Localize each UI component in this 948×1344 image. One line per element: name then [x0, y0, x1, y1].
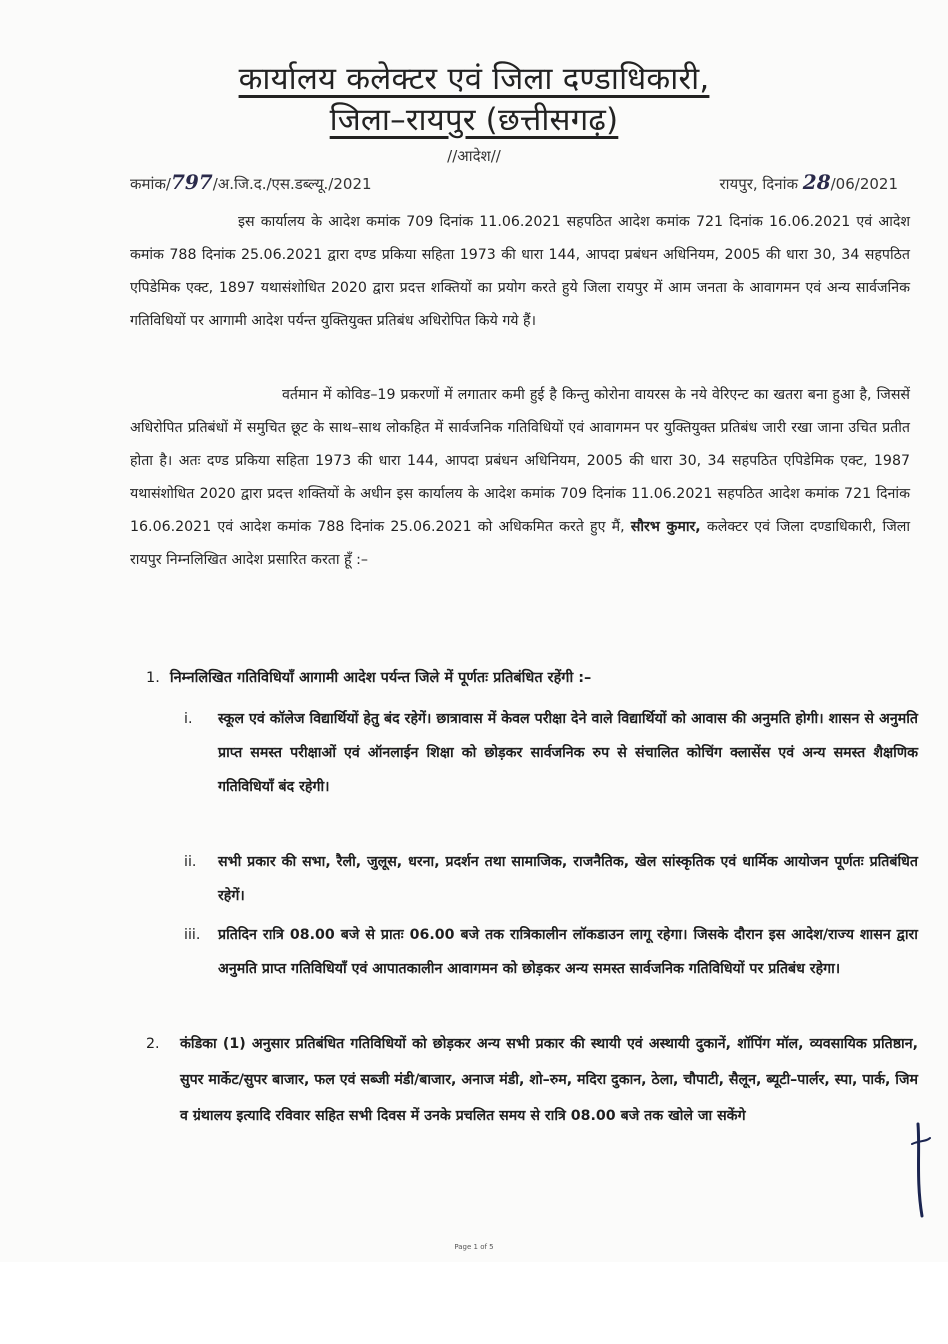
sub-item-text: स्कूल एवं कॉलेज विद्यार्थियों हेतु बंद रहेगें। छात्रावास में केवल परीक्षा देने वाले विद्यार्थियों को आवास की अनुमति होगी। शासन से अनुमति प्राप्त समस्त परीक्षाओं एवं ऑनलाईन शिक्षा को छोड़कर सार्वजनिक रुप से संचालित कोचिंग क्लासेंस एवं अन्य समस्त शैक्षणिक गतिविधियॉं बंद रहेगी। — [218, 711, 918, 795]
ref-prefix: कमांक/ — [130, 175, 171, 193]
page-bottom-margin — [0, 1262, 948, 1344]
sub-item-text: प्रतिदिन रात्रि 08.00 बजे से प्रातः 06.00 बजे तक रात्रिकालीन लॉकडाउन लागू रहेगा। जिसके दौरान इस आदेश/राज्य शासन द्वारा अनुमति प्राप्त गतिविधियॉं एवं आपातकालीन आवागमन को छोड़कर अन्य समस्त सार्वजनिक गतिविधियों पर प्रतिबंध रहेगा। — [218, 927, 918, 977]
item-2 — [146, 1026, 918, 1134]
pen-stroke-mark — [900, 1120, 940, 1230]
item-1-heading-text: निम्नलिखित गतिविधियॉं आगामी आदेश पर्यन्त जिले में पूर्णतः प्रतिबंधित रहेंगी :– — [169, 670, 592, 686]
sub-item-number: iii. — [184, 927, 201, 943]
order-date — [720, 170, 899, 194]
sub-item-i — [184, 702, 918, 804]
ref-number-handwritten: 797 — [170, 170, 213, 194]
paragraph-1: इस कार्यालय के आदेश कमांक 709 दिनांक 11.06.2021 सहपठित आदेश कमांक 721 दिनांक 16.06.2021 एवं आदेश कमांक 788 दिनांक 25.06.2021 द्वारा दण्ड प्रकिया सहिता 1973 की धारा 144, आपदा प्रबंधन अधिनियम, 2005 की धारा 30, 34 सहपठित एपिडेमिक एक्ट, 1897 यथासंशोधित 2020 द्वारा प्रदत्त शक्तियों का प्रयोग करते हुये जिला रायपुर में आम जनता के आवागमन एवं अन्य सार्वजनिक गतिविधियों पर आगामी आदेश पर्यन्त युक्तियुक्त प्रतिबंध अधिरोपित किये गये हैं। — [130, 214, 910, 329]
sub-item-ii — [184, 845, 918, 913]
paragraph-2 — [130, 379, 910, 577]
collector-name: सौरभ कुमार, — [630, 519, 701, 535]
order-reference — [130, 170, 372, 194]
paragraph-2-text-end: कलेक्टर एवं जिला दण्डाधिकारी, जिला रायपुर निम्नलिखित आदेश प्रसारित करता हूँ :– — [130, 519, 911, 568]
date-suffix: /06/2021 — [830, 175, 898, 193]
item-1-heading — [146, 667, 591, 687]
paragraph-2-text: वर्तमान में कोविड–19 प्रकरणों में लगातार कमी हुई है किन्तु कोरोना वायरस के नये वेरिएन्ट का खतरा बना हुआ है, जिससें अधिरोपित प्रतिबंधों में समुचित छूट के साथ–साथ लोकहित में सार्वजनिक गतिविधियों एवं आवागमन पर युक्तियुक्त प्रतिबंध जारी रखा जाना उचित प्रतीत होता है। अतः दण्ड प्रकिया सहिता 1973 की धारा 144, आपदा प्रबंधन अधिनियम, 2005 की धारा 30, 34 सहपठित एपिडेमिक एक्ट, 1987 यथासंशोधित 2020 द्वारा प्रदत्त शक्तियों के अधीन इस कार्यालय के आदेश कमांक 709 दिनांक 11.06.2021 सहपठित आदेश कमांक 721 दिनांक 16.06.2021 एवं आदेश कमांक 788 दिनांक 25.06.2021 को अधिकमित करते हुए मैं, — [130, 387, 910, 535]
date-prefix: रायपुर, दिनांक — [719, 175, 798, 193]
ref-suffix: /अ.जि.द./एस.डब्ल्यू./2021 — [212, 175, 372, 193]
item-2-number: 2. — [146, 1036, 160, 1052]
sub-item-text: सभी प्रकार की सभा, रैली, जुलूस, धरना, प्रदर्शन तथा सामाजिक, राजनैतिक, खेल सांस्कृतिक एवं धार्मिक आयोजन पूर्णतः प्रतिबंधित रहेगें। — [218, 854, 918, 904]
order-heading: //आदेश// — [447, 147, 501, 165]
district-title: जिला–रायपुर (छत्तीसगढ़) — [329, 102, 619, 138]
sub-item-number: i. — [184, 711, 193, 727]
item-1-number: 1. — [146, 670, 160, 686]
date-day-handwritten: 28 — [802, 170, 831, 194]
office-title: कार्यालय कलेक्टर एवं जिला दण्डाधिकारी, — [238, 61, 710, 97]
page-footer: Page 1 of 5 — [454, 1243, 494, 1251]
item-2-text: कंडिका (1) अनुसार प्रतिबंधित गतिविधियों को छोड़कर अन्य सभी प्रकार की स्थायी एवं अस्थायी दुकानें, शॉपिंग मॉल, व्यवसायिक प्रतिष्ठान, सुपर मार्केट/सुपर बाजार, फल एवं सब्जी मंडी/बाजार, अनाज मंडी, शो–रुम, मदिरा दुकान, ठेला, चौपाटी, सैलून, ब्यूटी–पार्लर, स्पा, पार्क, जिम व ग्रंथालय इत्यादि रविवार सहित सभी दिवस में उनके प्रचलित समय से रात्रि 08.00 बजे तक खोले जा सकेंगे — [180, 1036, 918, 1124]
sub-item-number: ii. — [184, 854, 197, 870]
sub-item-iii — [184, 918, 918, 986]
